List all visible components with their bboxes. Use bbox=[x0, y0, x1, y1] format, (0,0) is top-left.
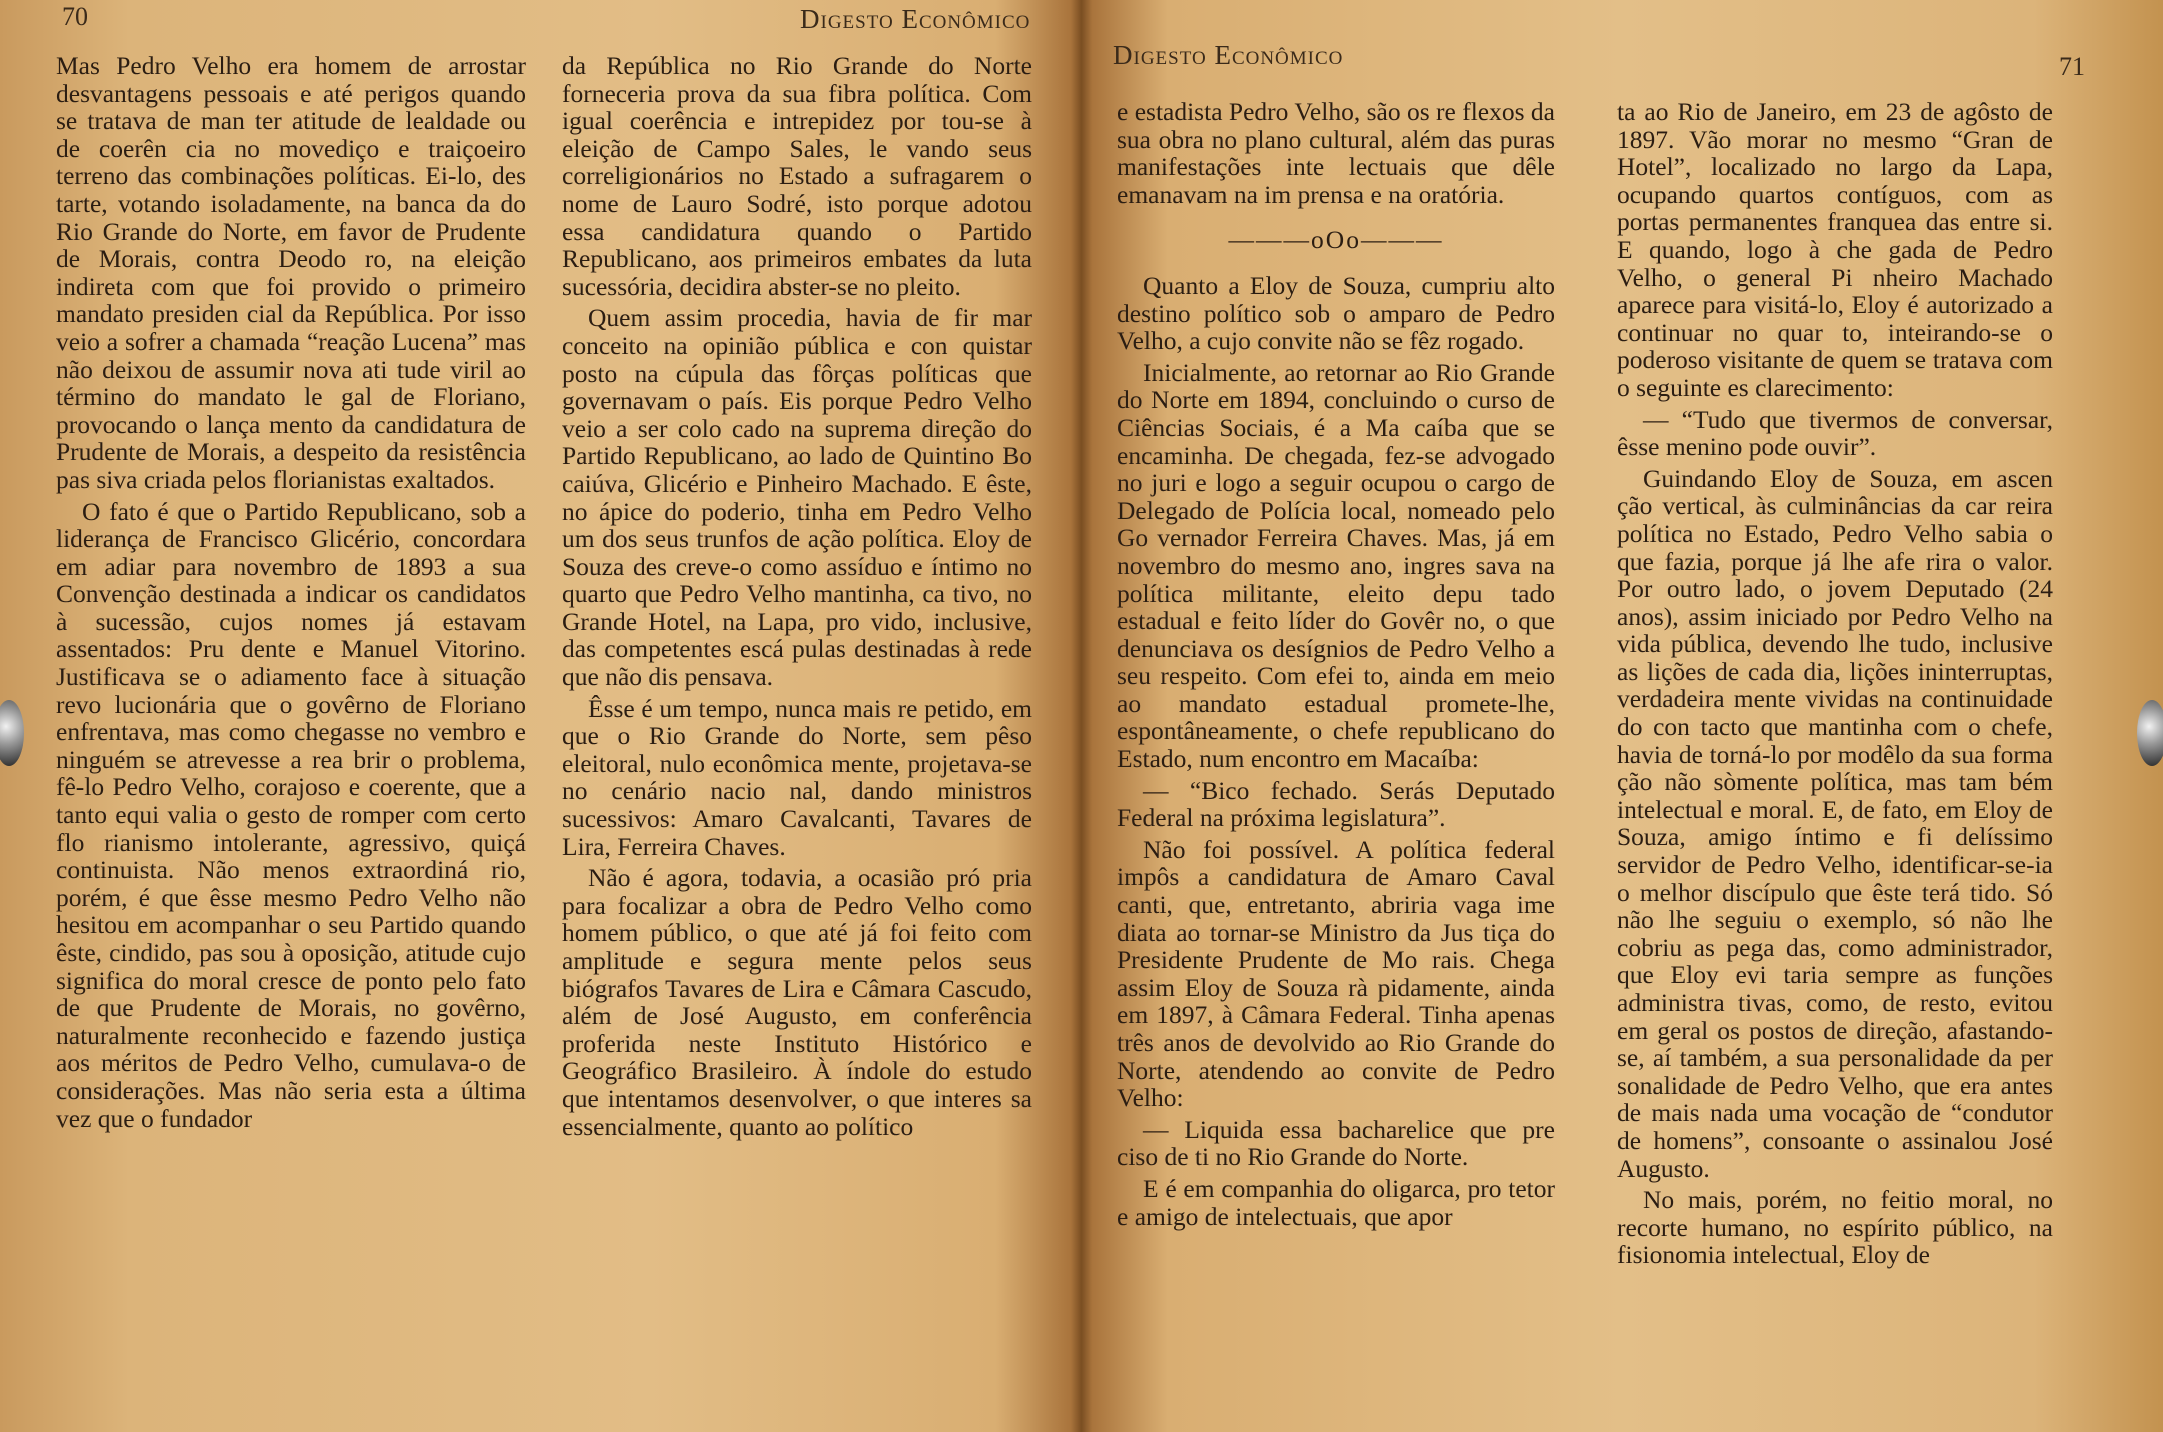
paragraph: Êsse é um tempo, nunca mais re petido, em que o Rio Grande do Norte, sem pêso eleitoral, nulo econômica mente, projetava-se no cenário nacio nal, dando ministros sucessivos: Amaro Cavalcanti, Tavares de Lira, Ferreira Chaves. bbox=[562, 693, 1032, 861]
paragraph: Quem assim procedia, havia de fir mar conceito na opinião pública e con quistar posto na cúpula das fôrças políticas que governavam o país. Eis porque Pedro Velho veio a ser colo cado na suprema direção do Partido Republicano, ao lado de Quintino Bo caiúva, Glicério e Pinheiro Machado. E êste, no ápice do poderio, tinha em Pedro Velho um dos seus trunfos de ação política. Eloy de Souza des creve-o como assíduo e íntimo no quarto que Pedro Velho mantinha, ca tivo, no Grande Hotel, na Lapa, pro vido, inclusive, das competentes escá pulas destinadas à rede que não dis pensava. bbox=[562, 303, 1032, 692]
page-number: 70 bbox=[62, 2, 88, 31]
paragraph: Guindando Eloy de Souza, em ascen ção vertical, às culminâncias da car reira política no Estado, Pedro Velho sabia o que fazia, porque já lhe afe rira o valor. Por outro lado, o jovem Deputado (24 anos), assim iniciado por Pedro Velho na vida pública, devendo lhe tudo, inclusive as lições de cada dia, lições ininterruptas, verdadeira mente vividas na continuidade do con tacto que mantinha com o chefe, havia de torná-lo por modêlo da sua forma ção não sòmente política, mas tam bém intelectual e moral. E, de fato, em Eloy de Souza, amigo íntimo e fi delíssimo servidor de Pedro Velho, identificar-se-ia o melhor discípulo que êste terá tido. Só não lhe seguiu o exemplo, só não lhe cobriu as pega das, como administrador, que Eloy evi taria sempre as funções administra tivas, como, de resto, evitou em geral os postos de direção, afastando-se, aí também, a sua personalidade da per sonalidade de Pedro Velho, que era antes de mais nada uma vocação de “condutor de homens”, consoante o assinalou José Augusto. bbox=[1617, 463, 2053, 1183]
paragraph: E é em companhia do oligarca, pro tetor e amigo de intelectuais, que apor bbox=[1117, 1173, 1555, 1231]
paragraph: da República no Rio Grande do Norte forneceria prova da sua fibra política. Com igual coerência e intrepidez por tou-se à eleição de Campo Sales, le vando seus correligionários no Estado a sufragarem o nome de Lauro Sodré, isto porque adotou essa candidatura quando o Partido Republicano, aos primeiros embates da luta sucessória, decidira abster-se no pleito. bbox=[562, 51, 1032, 301]
paragraph: No mais, porém, no feitio moral, no recorte humano, no espírito público, na fisionomia intelectual, Eloy de bbox=[1617, 1185, 2053, 1270]
paragraph: O fato é que o Partido Republicano, sob a liderança de Francisco Glicério, concordara em adiar para novembro de 1893 a sua Convenção destinada a indicar os candidatos à sucessão, cujos nomes já estavam assentados: Pru dente e Manuel Vitorino. Justificava se o adiamento face à situação revo lucionária que o govêrno de Floriano enfrentava, mas como chegasse no vembro e ninguém se atrevesse a rea brir o problema, fê-lo Pedro Velho, corajoso e coerente, que a tanto equi valia o gesto de romper com certo flo rianismo intolerante, agressivo, quiçá continuista. Não menos extraordiná rio, porém, é que êsse mesmo Pedro Velho não hesitou em acompanhar o seu Partido quando êste, cindido, pas sou à oposição, atitude cujo significa do moral cresce de ponto pelo fato de que Prudente de Morais, no govêrno, naturalmente reconhecido e fazendo justiça aos méritos de Pedro Velho, cumulava-o de considerações. Mas não seria esta a última vez que o fundador bbox=[56, 496, 526, 1133]
paragraph: e estadista Pedro Velho, são os re flexos da sua obra no plano cultural, além das puras manifestações inte lectuais que dêle emanavam na im prensa e na oratória. bbox=[1117, 97, 1555, 209]
paragraph: — “Bico fechado. Serás Deputado Federal na próxima legislatura”. bbox=[1117, 775, 1555, 833]
running-head: Digesto Econômico bbox=[800, 4, 1031, 34]
running-head: Digesto Econômico bbox=[1113, 40, 1344, 70]
binder-clip bbox=[0, 700, 24, 766]
right-column-2 bbox=[1617, 98, 2053, 1273]
paragraph: — “Tudo que tivermos de conversar, êsse menino pode ouvir”. bbox=[1617, 404, 2053, 462]
left-column-1 bbox=[56, 52, 526, 1136]
paragraph: Quanto a Eloy de Souza, cumpriu alto destino político sob o amparo de Pedro Velho, a cujo convite não se fêz rogado. bbox=[1117, 270, 1555, 356]
right-column-1 bbox=[1117, 98, 1555, 1234]
page-number: 71 bbox=[2059, 52, 2085, 81]
section-divider: ———oOo——— bbox=[1228, 225, 1444, 255]
paragraph: — Liquida essa bacharelice que pre ciso de ti no Rio Grande do Norte. bbox=[1117, 1114, 1555, 1172]
paragraph: Não é agora, todavia, a ocasião pró pria para focalizar a obra de Pedro Velho como homem público, o que até já foi feito com amplitude e segura mente pelos seus biógrafos Tavares de Lira e Câmara Cascudo, além de José Augusto, em conferência proferida neste Instituto Histórico e Geográfico Brasileiro. À índole do estudo que intentamos desenvolver, o que interes sa essencialmente, quanto ao político bbox=[562, 863, 1032, 1141]
paragraph: ta ao Rio de Janeiro, em 23 de agôsto de 1897. Vão morar no mesmo “Gran de Hotel”, localizado no largo da Lapa, ocupando quartos contíguos, com as portas permanentes franquea das entre si. E quando, logo à che gada de Pedro Velho, o general Pi nheiro Machado aparece para visitá-lo, Eloy é autorizado a continuar no quar to, inteirando-se o poderoso visitante de quem se tratava com o seguinte es clarecimento: bbox=[1617, 97, 2053, 402]
paragraph: Não foi possível. A política federal impôs a candidatura de Amaro Caval canti, que, entretanto, abriria vaga ime diata ao tornar-se Ministro da Jus tiça do Presidente Prudente de Mo rais. Chega assim Eloy de Souza rà pidamente, ainda em 1897, à Câmara Federal. Tinha apenas três anos de devolvido ao Rio Grande do Norte, atendendo ao convite de Pedro Velho: bbox=[1117, 834, 1555, 1113]
paragraph: Mas Pedro Velho era homem de arrostar desvantagens pessoais e até perigos quando se tratava de man ter atitude de lealdade ou de coerên cia no movediço e traiçoeiro terreno das combinações políticas. Ei-lo, des tarte, votando isoladamente, na banca da do Rio Grande do Norte, em favor de Prudente de Morais, contra Deodo ro, na eleição indireta com que foi provido o primeiro mandato presiden cial da República. Por isso veio a sofrer a chamada “reação Lucena” mas não deixou de assumir nova ati tude viril ao término do mandato le gal de Floriano, provocando o lança mento da candidatura de Prudente de Morais, a despeito da resistência pas siva criada pelos florianistas exaltados. bbox=[56, 51, 526, 494]
binder-clip bbox=[2137, 700, 2163, 766]
left-page bbox=[0, 0, 1080, 1432]
right-page bbox=[1083, 0, 2163, 1432]
left-column-2 bbox=[562, 52, 1032, 1144]
paragraph: Inicialmente, ao retornar ao Rio Grande do Norte em 1894, concluindo o curso de Ciências Sociais, é a Ma caíba que se encaminha. De chegada, fez-se advogado no juri e logo a seguir ocupou o cargo de Delegado de Polícia local, nomeado pelo Go vernador Ferreira Chaves. Mas, já em novembro do mesmo ano, ingres sava na política militante, eleito depu tado estadual e feito líder do Govêr no, o que denunciava os desígnios de Pedro Velho a seu respeito. Com efei to, ainda em meio ao mandato estadual promete-lhe, espontâneamente, o chefe republicano do Estado, num encontro em Macaíba: bbox=[1117, 357, 1555, 774]
